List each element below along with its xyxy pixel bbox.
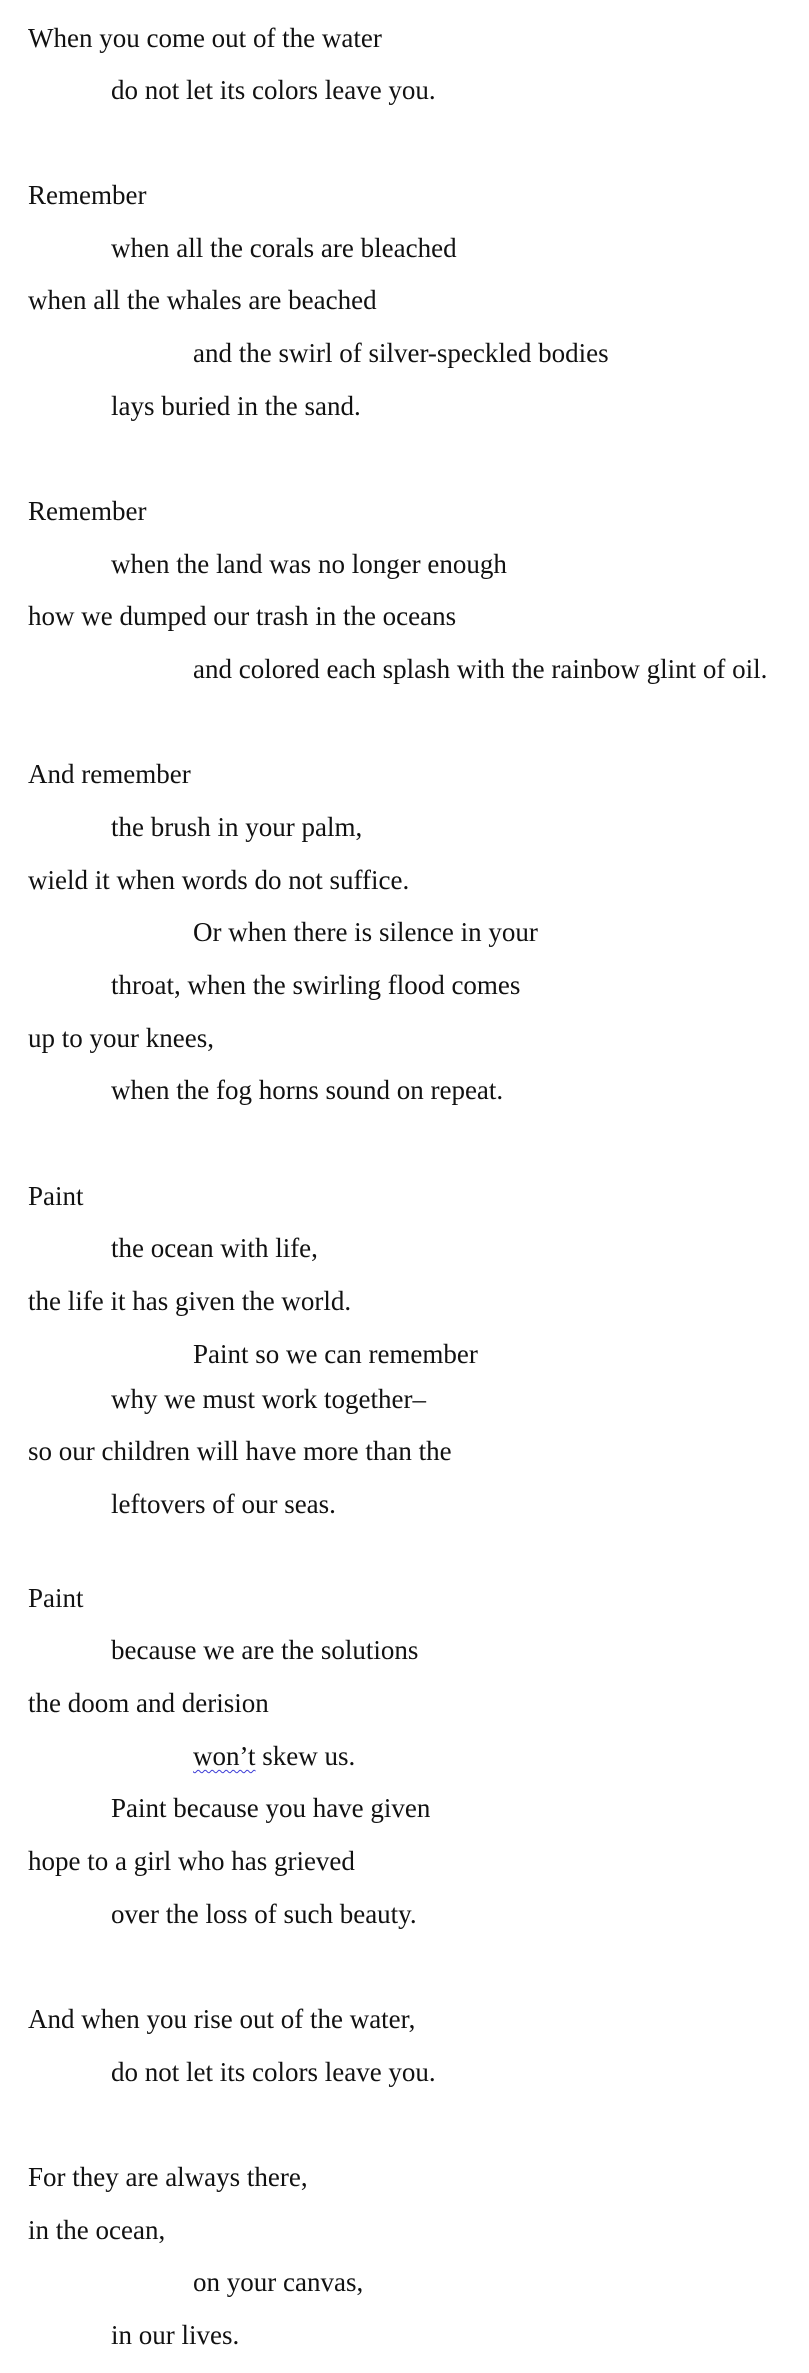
poem-line: And when you rise out of the water, xyxy=(28,2004,416,2034)
poem-line: Paint xyxy=(28,1583,84,1613)
poem-line: Paint xyxy=(28,1181,84,1211)
poem-line: When you come out of the water xyxy=(28,23,382,53)
poem-line-rest: skew us. xyxy=(255,1741,356,1771)
poem-line: Remember xyxy=(28,496,147,526)
poem-line: Paint so we can remember xyxy=(193,1339,478,1369)
poem-line: leftovers of our seas. xyxy=(111,1489,336,1519)
poem-line: throat, when the swirling flood comes xyxy=(111,970,521,1000)
poem-line: in the ocean, xyxy=(28,2215,166,2245)
poem-line: hope to a girl who has grieved xyxy=(28,1846,355,1876)
poem-line: in our lives. xyxy=(111,2320,240,2350)
poem-line: over the loss of such beauty. xyxy=(111,1899,417,1929)
poem-line: when the fog horns sound on repeat. xyxy=(111,1075,504,1105)
poem-line: wield it when words do not suffice. xyxy=(28,865,410,895)
poem-line: Paint because you have given xyxy=(111,1793,431,1823)
poem-line: the brush in your palm, xyxy=(111,812,363,842)
poem-line: lays buried in the sand. xyxy=(111,391,361,421)
poem-line: Remember xyxy=(28,180,147,210)
poem-line: on your canvas, xyxy=(193,2267,364,2297)
poem-line: when all the whales are beached xyxy=(28,285,377,315)
poem-line: up to your knees, xyxy=(28,1023,214,1053)
poem-line: do not let its colors leave you. xyxy=(111,75,436,105)
poem-line: why we must work together– xyxy=(111,1384,426,1414)
poem-line: when all the corals are bleached xyxy=(111,233,457,263)
spellcheck-word[interactable]: won’t xyxy=(193,1741,256,1771)
poem-line: Or when there is silence in your xyxy=(193,917,538,947)
poem-line: and the swirl of silver-speckled bodies xyxy=(193,338,609,368)
poem-line: the ocean with life, xyxy=(111,1233,318,1263)
poem-line: do not let its colors leave you. xyxy=(111,2057,436,2087)
poem-line: so our children will have more than the xyxy=(28,1436,452,1466)
poem-line: because we are the solutions xyxy=(111,1635,419,1665)
poem-line: and colored each splash with the rainbow glint of oil. xyxy=(193,654,768,684)
poem-line: when the land was no longer enough xyxy=(111,549,507,579)
poem-line: the doom and derision xyxy=(28,1688,269,1718)
poem-line: how we dumped our trash in the oceans xyxy=(28,601,457,631)
poem-line xyxy=(193,1740,355,1772)
poem-line: And remember xyxy=(28,759,191,789)
poem-line: For they are always there, xyxy=(28,2162,308,2192)
poem-line: the life it has given the world. xyxy=(28,1286,352,1316)
